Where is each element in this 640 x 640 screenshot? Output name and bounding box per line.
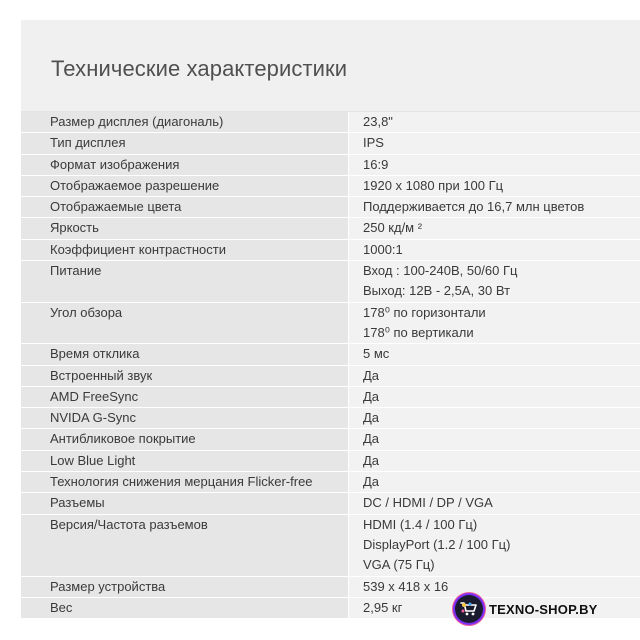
shopping-cart-icon bbox=[455, 595, 483, 623]
spec-row bbox=[21, 261, 640, 303]
spec-value: Да bbox=[363, 452, 380, 468]
spec-value: HDMI (1.4 / 100 Гц) bbox=[363, 516, 478, 532]
spec-row bbox=[21, 429, 640, 450]
spec-label: NVIDA G-Sync bbox=[21, 408, 349, 428]
spec-row bbox=[21, 366, 640, 387]
decorative-dots-icon bbox=[460, 601, 474, 615]
spec-value: IPS bbox=[363, 135, 384, 151]
spec-label: Разъемы bbox=[21, 493, 349, 513]
spec-value-cell bbox=[349, 218, 640, 238]
spec-label: Антибликовое покрытие bbox=[21, 429, 349, 449]
spec-label: Яркость bbox=[21, 218, 349, 238]
spec-value: Поддерживается до 16,7 млн цветов bbox=[363, 199, 585, 215]
spec-value-cell bbox=[349, 176, 640, 196]
spec-value: DC / HDMI / DP / VGA bbox=[363, 495, 493, 511]
spec-value-cell bbox=[349, 451, 640, 471]
spec-value: 539 x 418 x 16 bbox=[363, 578, 449, 594]
spec-value-cell bbox=[349, 387, 640, 407]
spec-label: Время отклика bbox=[21, 344, 349, 364]
spec-value: 2,95 кг bbox=[363, 599, 403, 615]
spec-value: Вход : 100-240В, 50/60 Гц bbox=[363, 263, 518, 279]
spec-row bbox=[21, 451, 640, 472]
spec-label: Питание bbox=[21, 261, 349, 302]
spec-value-cell bbox=[349, 155, 640, 175]
spec-value: 178⁰ по горизонтали bbox=[363, 304, 486, 320]
spec-row bbox=[21, 515, 640, 577]
spec-row bbox=[21, 303, 640, 345]
spec-label: Коэффициент контрастности bbox=[21, 240, 349, 260]
spec-value: Да bbox=[363, 388, 380, 404]
spec-row bbox=[21, 112, 640, 133]
spec-value: 178⁰ по вертикали bbox=[363, 324, 474, 340]
spec-label: Формат изображения bbox=[21, 155, 349, 175]
spec-label: Тип дисплея bbox=[21, 133, 349, 153]
spec-value: Да bbox=[363, 410, 380, 426]
spec-label: AMD FreeSync bbox=[21, 387, 349, 407]
spec-label: Отображаемые цвета bbox=[21, 197, 349, 217]
spec-label: Low Blue Light bbox=[21, 451, 349, 471]
spec-value: 23,8" bbox=[363, 114, 393, 129]
spec-value-cell bbox=[349, 133, 640, 153]
spec-value-cell bbox=[349, 197, 640, 217]
spec-value: 1000:1 bbox=[363, 241, 403, 257]
spec-value-cell bbox=[349, 472, 640, 492]
spec-label: Версия/Частота разъемов bbox=[21, 515, 349, 576]
spec-row bbox=[21, 155, 640, 176]
spec-value-cell bbox=[349, 429, 640, 449]
spec-row bbox=[21, 472, 640, 493]
spec-value-cell bbox=[349, 112, 640, 132]
spec-label: Отображаемое разрешение bbox=[21, 176, 349, 196]
store-name: TEXNO-SHOP.BY bbox=[489, 601, 598, 617]
spec-row bbox=[21, 218, 640, 239]
spec-value: 16:9 bbox=[363, 156, 389, 172]
spec-row bbox=[21, 408, 640, 429]
spec-value: Да bbox=[363, 431, 380, 447]
spec-row bbox=[21, 176, 640, 197]
spec-row bbox=[21, 133, 640, 154]
spec-label: Встроенный звук bbox=[21, 366, 349, 386]
spec-row bbox=[21, 344, 640, 365]
spec-value: 250 кд/м ² bbox=[363, 220, 423, 236]
spec-row bbox=[21, 493, 640, 514]
spec-value: Да bbox=[363, 474, 380, 490]
spec-value: DisplayPort (1.2 / 100 Гц) bbox=[363, 536, 511, 552]
spec-row bbox=[21, 197, 640, 218]
spec-value: 1920 x 1080 при 100 Гц bbox=[363, 177, 504, 193]
spec-label: Размер устройства bbox=[21, 577, 349, 597]
spec-value-cell bbox=[349, 240, 640, 260]
spec-value-cell bbox=[349, 366, 640, 386]
spec-value-cell bbox=[349, 303, 640, 344]
spec-table bbox=[21, 112, 640, 619]
spec-value-cell bbox=[349, 344, 640, 364]
spec-value-cell bbox=[349, 493, 640, 513]
spec-value: 5 мс bbox=[363, 346, 390, 362]
spec-label: Угол обзора bbox=[21, 303, 349, 344]
spec-row bbox=[21, 387, 640, 408]
page-title: Технические характеристики bbox=[51, 56, 348, 81]
spec-value-cell bbox=[349, 408, 640, 428]
spec-value-cell bbox=[349, 515, 640, 576]
spec-label: Вес bbox=[21, 598, 349, 618]
spec-value: VGA (75 Гц) bbox=[363, 557, 435, 573]
spec-label: Технология снижения мерцания Flicker-free bbox=[21, 472, 349, 492]
spec-value: Да bbox=[363, 367, 380, 383]
spec-label: Размер дисплея (диагональ) bbox=[21, 112, 349, 132]
store-watermark bbox=[455, 588, 598, 630]
spec-value-cell bbox=[349, 261, 640, 302]
spec-row bbox=[21, 240, 640, 261]
spec-value: Выход: 12В - 2,5А, 30 Вт bbox=[363, 283, 511, 299]
